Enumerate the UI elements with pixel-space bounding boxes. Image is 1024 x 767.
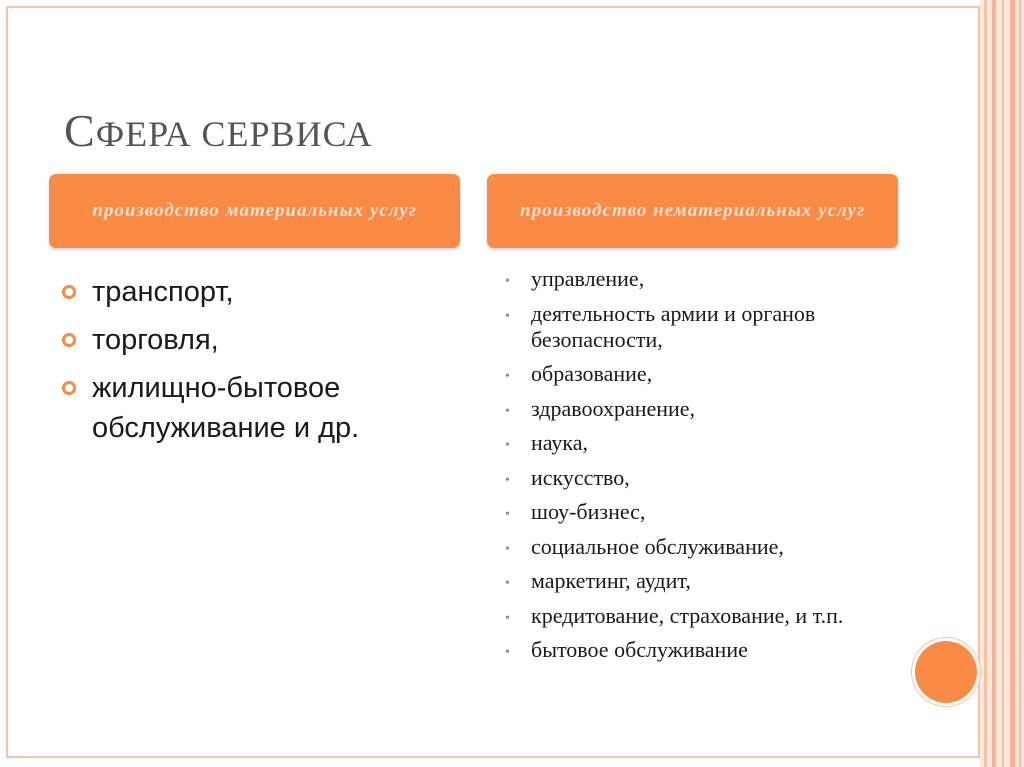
list-item bbox=[498, 361, 898, 387]
small-dot-icon: • bbox=[505, 308, 510, 324]
stripe bbox=[984, 0, 987, 767]
list-item-text: маркетинг, аудит, bbox=[531, 568, 691, 593]
small-dot-icon: • bbox=[505, 403, 510, 419]
stripe bbox=[1010, 0, 1015, 767]
small-dot-icon: • bbox=[505, 610, 510, 626]
title-rest: ФЕРА СЕРВИСА bbox=[95, 114, 373, 154]
material-services-list bbox=[60, 272, 460, 456]
title-initial: С bbox=[64, 105, 96, 156]
list-item-text: транспорт, bbox=[92, 276, 234, 308]
header-nonmaterial-services bbox=[487, 174, 898, 248]
hollow-circle-icon bbox=[62, 285, 76, 299]
small-dot-icon: • bbox=[505, 438, 510, 453]
list-item bbox=[498, 396, 898, 422]
list-item bbox=[498, 637, 898, 663]
list-item bbox=[498, 301, 898, 353]
hollow-circle-icon bbox=[62, 333, 76, 347]
list-item-text: кредитование, страхование, и т.п. bbox=[531, 602, 844, 628]
small-dot-icon: • bbox=[505, 576, 510, 591]
header-nonmaterial-label: производство нематериальных услуг bbox=[520, 200, 865, 221]
small-dot-icon: • bbox=[505, 645, 510, 660]
list-item bbox=[498, 603, 898, 629]
list-item-text: здравоохранение, bbox=[531, 395, 696, 421]
list-item bbox=[60, 320, 460, 360]
list-item bbox=[498, 534, 898, 560]
decorative-orange-circle bbox=[915, 641, 977, 703]
stripe bbox=[1019, 0, 1021, 767]
list-item-text: жилищно-бытовое обслуживание и др. bbox=[92, 372, 360, 444]
header-material-services bbox=[49, 174, 460, 248]
slide-title bbox=[64, 106, 373, 159]
nonmaterial-services-list bbox=[498, 266, 898, 672]
list-item-text: наука, bbox=[531, 430, 589, 455]
list-item bbox=[498, 499, 898, 525]
small-dot-icon: • bbox=[505, 472, 510, 488]
list-item-text: деятельность армии и органов безопасности, bbox=[531, 300, 816, 352]
stripe bbox=[1002, 0, 1004, 767]
list-item-text: бытовое обслуживание bbox=[531, 637, 748, 662]
header-material-label: производство материальных услуг bbox=[92, 200, 417, 221]
stripe bbox=[992, 0, 996, 767]
list-item bbox=[498, 266, 898, 292]
list-item bbox=[498, 430, 898, 456]
list-item bbox=[60, 272, 460, 312]
list-item-text: управление, bbox=[531, 266, 645, 291]
list-item-text: образование, bbox=[531, 361, 653, 386]
small-dot-icon: • bbox=[505, 541, 510, 557]
list-item bbox=[498, 465, 898, 491]
list-item bbox=[60, 368, 460, 448]
list-item bbox=[498, 568, 898, 594]
list-item-text: шоу-бизнес, bbox=[531, 499, 646, 524]
small-dot-icon: • bbox=[505, 369, 510, 384]
decorative-stripes bbox=[980, 0, 1024, 767]
list-item-text: торговля, bbox=[92, 324, 219, 356]
small-dot-icon: • bbox=[505, 507, 510, 522]
small-dot-icon: • bbox=[505, 274, 510, 289]
list-item-text: искусство, bbox=[531, 464, 630, 490]
hollow-circle-icon bbox=[62, 381, 76, 395]
list-item-text: социальное обслуживание, bbox=[531, 533, 784, 559]
